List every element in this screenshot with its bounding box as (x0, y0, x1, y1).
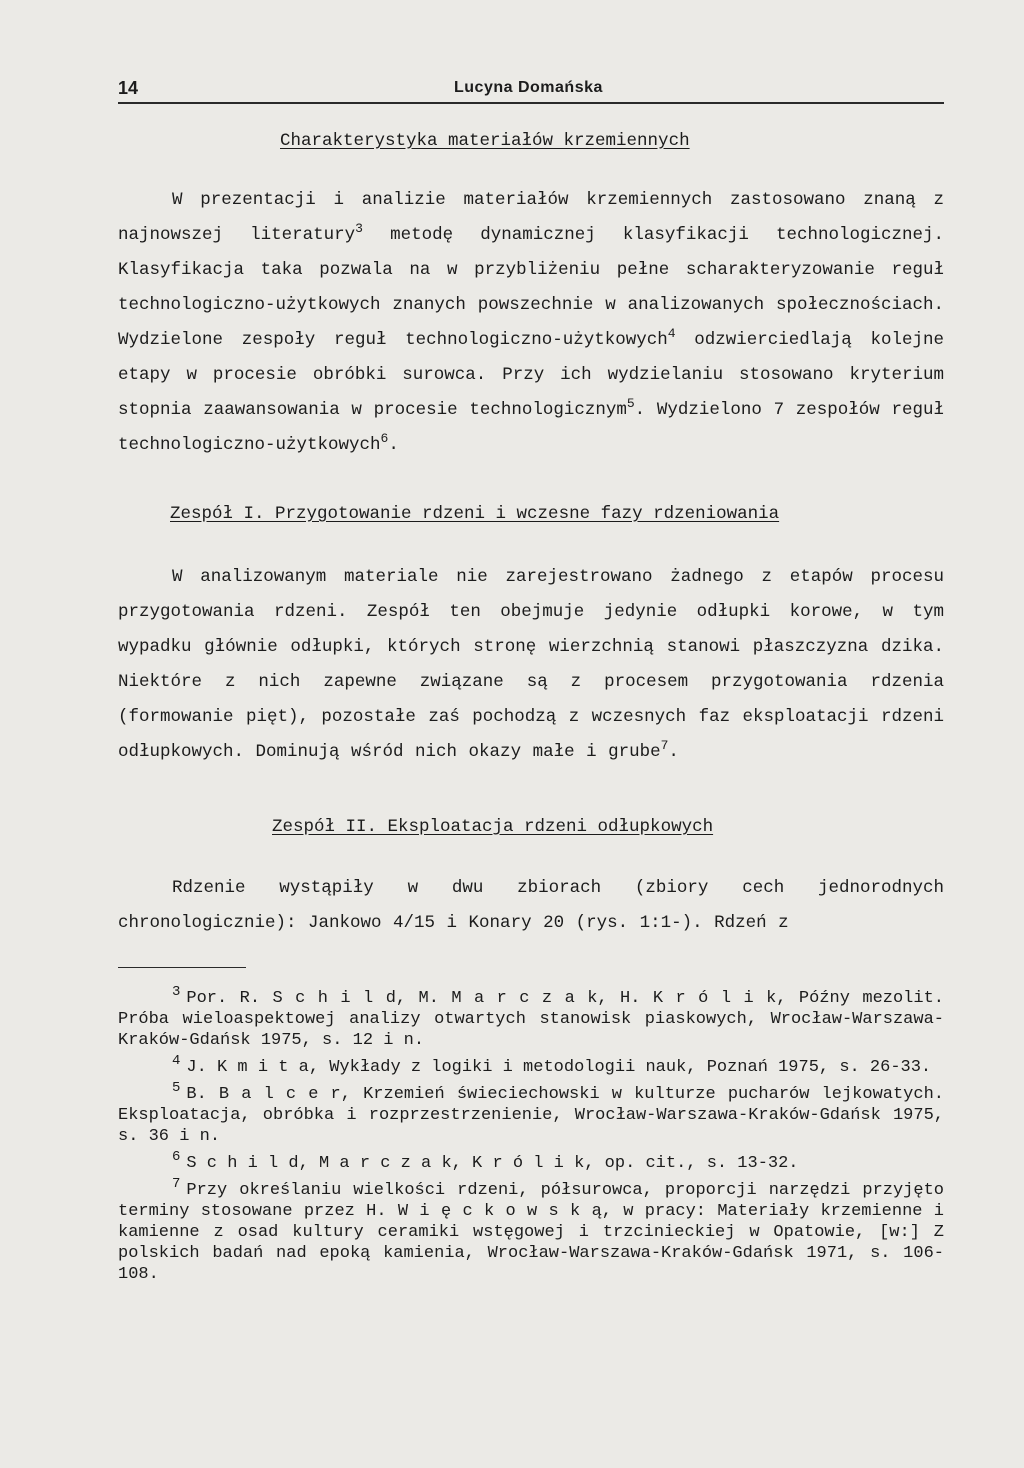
footnote-4: $^4$ J. K m i t a, Wykłady z logiki i metodologii nauk, Poznań 1975, s. 26-33. (172, 1053, 932, 1077)
footnote-ref-6: 6 (380, 431, 389, 447)
intro-paragraph: W prezentacji i analizie materiałów krzemiennych zastosowano znaną z najnowszej literatury$^3$ metodę dynamicznej klasyfikacji technologicznej. Klasyfikacja taka pozwala na w przybliżeniu pełne scharakteryzowanie reguł technologiczno-użytkowych znanych powszechnie w analizowanych społecznościach. Wydzielone zespoły reguł technologiczno-użytkowych$^4$ odzwierciedlają kolejne etapy w procesie obróbki surowca. Przy ich wydzielaniu stosowano kryterium stopnia zaawansowania w procesie technologicznym$^5$. Wydzielono 7 zespołów reguł technologiczno-użytkowych$^6$. (118, 190, 944, 455)
section-title: Charakterystyka materiałów krzemiennych (280, 131, 690, 151)
footnote-ref-5: 5 (626, 396, 635, 412)
footnote-ref-4: 4 (667, 326, 676, 342)
footnote-3: $^3$ Por. R. S c h i l d, M. M a r c z a k, H. K r ó l i k, Późny mezolit. Próba wieloaspektowej analizy otwartych stanowisk piaskowych, Wrocław-Warszawa-Kraków-Gdańsk 1975, s. 12 i n. (118, 984, 944, 1050)
footnote-7: $^7$ Przy określaniu wielkości rdzeni, półsurowca, proporcji narzędzi przyjęto terminy stosowane przez H. W i ę c k o w s k ą, w pracy: Materiały krzemienne i kamienne z osad kultury ceramiki wstęgowej i trzcinieckiej w Opatowie, [w:] Z polskich badań nad epoką kamienia, Wrocław-Warszawa-Kraków-Gdańsk 1971, s. 106-108. (118, 1176, 944, 1284)
group-1-heading: Zespół I. Przygotowanie rdzeni i wczesne fazy rdzeniowania (170, 504, 780, 524)
page-number: 14 (118, 78, 139, 98)
footnote-5: $^5$ B. B a l c e r, Krzemień świeciechowski w kulturze pucharów lejkowatych. Eksploatacja, obróbka i rozprzestrzenienie, Wrocław-Warszawa-Kraków-Gdańsk 1975, s. 36 i n. (118, 1080, 944, 1146)
footnote-ref-3: 3 (355, 221, 363, 237)
footnote-separator (118, 967, 246, 968)
group-2-heading: Zespół II. Eksploatacja rdzeni odłupkowych (272, 817, 714, 837)
footnote-ref-7: 7 (660, 738, 669, 754)
group-2-paragraph: Rdzenie wystąpiły w dwu zbiorach (zbiory cech jednorodnych chronologicznie): Jankowo 4/15 i Konary 20 (rys. 1:1-). Rdzeń z (118, 878, 944, 933)
footnote-6: $^6$ S c h i l d, M a r c z a k, K r ó l i k, op. cit., s. 13-32. (172, 1149, 799, 1173)
group-1-paragraph: W analizowanym materiale nie zarejestrowano żadnego z etapów procesu przygotowania rdzeni. Zespół ten obejmuje jedynie odłupki korowe, w tym wypadku głównie odłupki, których stronę wierzchnią stanowi płaszczyzna dzika. Niektóre z nich zapewne związane są z procesem przygotowania rdzenia (formowanie pięt), pozostałe zaś pochodzą z wczesnych faz eksploatacji rdzeni odłupkowych. Dominują wśród nich okazy małe i grube$^7$. (118, 567, 944, 762)
running-head-author: Lucyna Domańska (454, 79, 603, 96)
footnotes (118, 984, 944, 1291)
page-header (118, 76, 944, 104)
